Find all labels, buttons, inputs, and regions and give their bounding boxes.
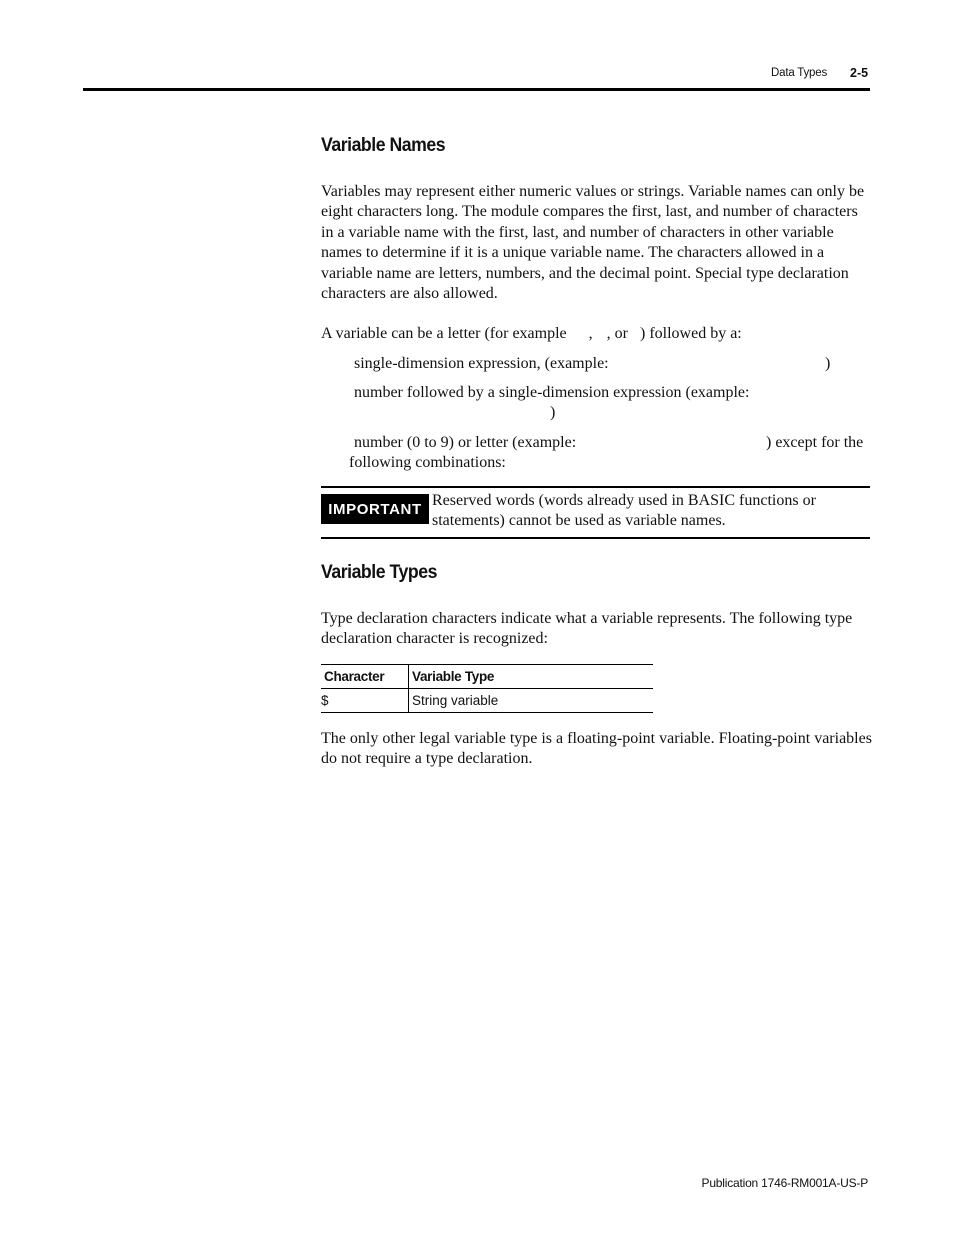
important-badge: IMPORTANT	[321, 494, 429, 524]
bullet-3-tail: ) except for the	[766, 434, 864, 451]
table-header-character: Character	[321, 665, 409, 689]
table-header-row	[321, 665, 653, 689]
important-line-1: Reserved words (words already used in BASIC functions or	[432, 492, 816, 509]
bullet-1-text: single-dimension expression, (example:	[354, 355, 609, 372]
variable-types-closing	[321, 729, 873, 770]
variable-intro-line	[321, 324, 742, 344]
variable-types-body	[321, 609, 873, 650]
publication-footer: Publication 1746-RM001A-US-P	[701, 1176, 868, 1190]
variable-types-section	[321, 562, 446, 584]
table-cell-variable-type: String variable	[412, 693, 499, 708]
table-header-variable-type: Variable Type	[412, 669, 495, 684]
variable-names-paragraph: Variables may represent either numeric values or strings. Variable names can only be eight characters long. The module compares the first, last, and number of characters in a variable name with the first, last, and number of characters in other variable names to determine if it is a unique variable name. The characters allowed in a variable name are letters, numbers, and the decimal point. Special type declaration characters are also allowed.	[321, 183, 865, 303]
closing-paragraph: The only other legal variable type is a floating-point variable. Floating-point variables do not require a type declaration.	[321, 730, 872, 768]
intro-text-4: ) followed by a:	[639, 325, 742, 342]
important-note	[432, 491, 872, 532]
important-line-2: statements) cannot be used as variable names.	[432, 512, 726, 530]
intro-text-1: A variable can be a letter (for example	[321, 325, 567, 342]
intro-text-3: , or	[606, 325, 628, 342]
important-bottom-rule	[321, 537, 870, 539]
bullet-2-close: )	[550, 404, 556, 421]
page-number: 2-5	[850, 66, 869, 80]
intro-text-2: ,	[588, 325, 593, 342]
bullet-1	[354, 354, 609, 374]
header-rule	[83, 88, 870, 91]
bullet-1-close: )	[825, 355, 831, 372]
variable-types-heading: Variable Types	[321, 562, 437, 583]
variable-types-paragraph: Type declaration characters indicate what a variable represents. The following type declaration character is recognized:	[321, 610, 853, 648]
variable-names-section	[321, 135, 454, 157]
table-cell-character: $	[321, 689, 409, 713]
table-row	[321, 689, 653, 713]
bullet-3: number (0 to 9) or letter (example:	[354, 434, 577, 451]
running-header-section: Data Types	[771, 67, 827, 79]
important-top-rule	[321, 486, 870, 488]
variable-names-body	[321, 182, 873, 304]
variable-names-heading: Variable Names	[321, 135, 446, 156]
bullet-2: number followed by a single-dimension expression (example:	[354, 384, 750, 401]
type-declaration-table	[321, 664, 653, 713]
bullet-3-line2: following combinations:	[349, 454, 506, 471]
